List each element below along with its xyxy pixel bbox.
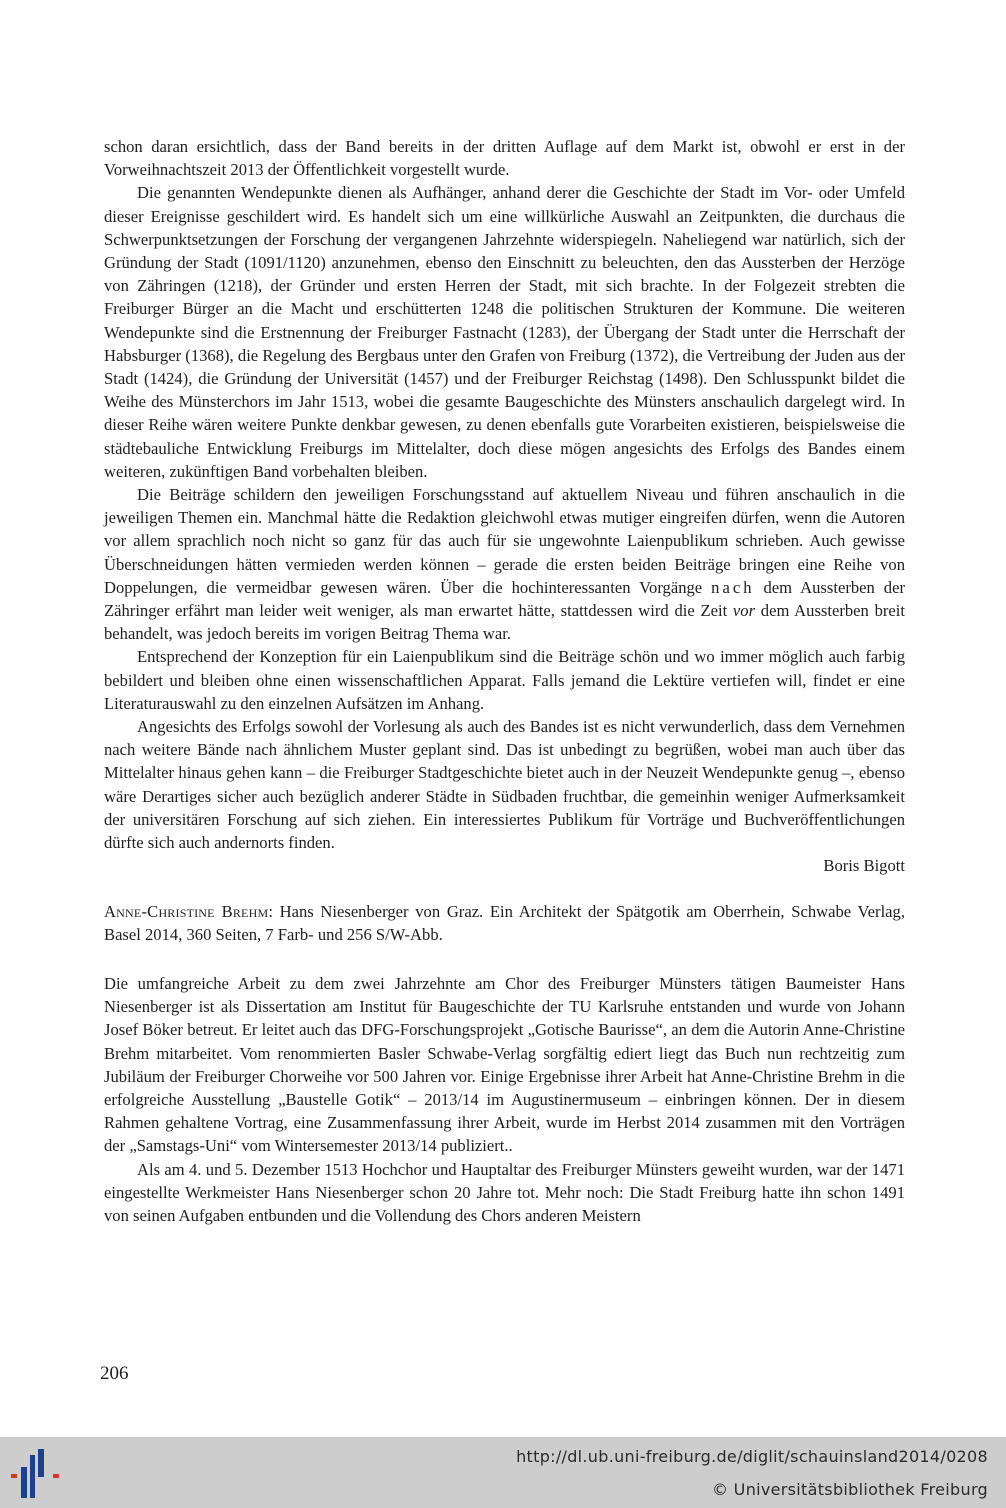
review-signature: Boris Bigott xyxy=(823,856,905,876)
paragraph-text: dem Aussterben breit behandelt, was jedoch bereits im vorigen Beitrag Thema war. xyxy=(104,601,905,644)
permalink-url[interactable]: http://dl.ub.uni-freiburg.de/diglit/schauinsland2014/0208 xyxy=(516,1447,988,1466)
paragraph xyxy=(104,483,905,645)
paragraph-text: dem Aussterben der Zähringer erfährt man leider weit weniger, als man erwartet hätte, stattdessen wird die Zeit xyxy=(104,577,905,621)
book-author: Anne-Christine Brehm xyxy=(104,901,269,921)
paragraph: Angesichts des Erfolgs sowohl der Vorlesung als auch des Bandes ist es nicht verwunderlich, dass dem Vernehmen nach weitere Bände nach ähnlichem Muster geplant sind. Das ist unbedingt zu begrüßen, wobei man auch über das Mittelalter hinaus gehen kann – die Freiburger Stadtgeschichte bietet auch in der Neuzeit Wendepunkte genug –, ebenso wäre Derartiges sicher auch bezüglich anderer Städte in Südbaden fruchtbar, die gemeinhin weniger Aufmerksamkeit der universitären Forschung auf sich ziehen. Ein interessiertes Publikum für Vorträge und Buchveröffentlichungen dürfte sich auch andernorts finden. xyxy=(104,717,905,853)
emphasized-word: nach xyxy=(711,577,755,597)
book-citation xyxy=(104,900,905,946)
footer-bar xyxy=(0,1437,1006,1508)
paragraph-text: Die Beiträge schildern den jeweiligen Forschungsstand auf aktuellem Niveau und führen anschaulich in die jeweiligen Themen ein. Manchmal hätte die Redaktion gleichwohl etwas mutiger eingreifen dürfen, wenn die Autoren vor allem sprachlich noch nicht so ganz für das auch für sie ungewohnte Laienpublikum schrieben. Auch gewisse Überschneidungen hätten vermieden werden können – gerade die ersten beiden Beiträge bringen eine Reihe von Doppelungen, die vermeidbar gewesen wären. Über die hochinteressanten Vorgänge xyxy=(104,485,905,597)
page-number: 206 xyxy=(100,1363,129,1384)
ub-freiburg-logo-icon xyxy=(10,1447,64,1499)
italic-word: vor xyxy=(732,601,756,621)
paragraph: schon daran ersichtlich, dass der Band bereits in der dritten Auflage auf dem Markt ist, obwohl er erst in der Vorweihnachtszeit 2013 der Öffentlichkeit vorgestellt wurde. xyxy=(104,137,905,180)
paragraph: Als am 4. und 5. Dezember 1513 Hochchor und Hauptaltar des Freiburger Münsters geweiht wurden, war der 1471 eingestellte Werkmeister Hans Niesenberger schon 20 Jahre tot. Mehr noch: Die Stadt Freiburg hatte ihn schon 1491 von seinen Aufgaben entbunden und die Vollendung des Chors anderen Meistern xyxy=(104,1159,905,1225)
book-title: : Hans Niesenberger von Graz. Ein Architekt der Spätgotik am Oberrhein, Schwabe Verlag, Basel 2014, 360 Seiten, 7 Farb- und 256 S/W-Abb. xyxy=(104,901,905,944)
paragraph: Entsprechend der Konzeption für ein Laienpublikum sind die Beiträge schön und wo immer möglich auch farbig bebildert und bleiben ohne einen wissenschaftlichen Apparat. Falls jemand die Lektüre vertiefen will, findet er eine Literaturauswahl zu den einzelnen Aufsätzen im Anhang. xyxy=(104,647,905,713)
copyright-notice: © Universitätsbibliothek Freiburg xyxy=(712,1480,988,1499)
page-body xyxy=(104,135,905,1227)
paragraph: Die umfangreiche Arbeit zu dem zwei Jahrzehnte am Chor des Freiburger Münsters tätigen Baumeister Hans Niesenberger ist als Dissertation am Institut für Baugeschichte der TU Karlsruhe entstanden und wurde von Johann Josef Böker betreut. Er leitet auch das DFG-Forschungsprojekt „Gotische Baurisse“, an dem die Autorin Anne-Christine Brehm mitarbeitet. Vom renommierten Basler Schwabe-Verlag sorgfältig ediert liegt das Buch nun rechtzeitig zum Jubiläum der Freiburger Chorweihe vor 500 Jahren vor. Einige Ergebnisse ihrer Arbeit hat Anne-Christine Brehm in die erfolgreiche Ausstellung „Baustelle Gotik“ – 2013/14 im Augustinermuseum – einbringen können. Der in diesem Rahmen gehaltene Vortrag, eine Zusammenfassung ihrer Arbeit, wurde im Herbst 2014 zusammen mit den Vorträgen der „Samstags-Uni“ vom Wintersemester 2013/14 publiziert.. xyxy=(104,973,905,1156)
paragraph: Die genannten Wendepunkte dienen als Aufhänger, anhand derer die Geschichte der Stadt im Vor- oder Umfeld dieser Ereignisse geschildert wird. Es handelt sich um eine willkürliche Auswahl an Zeitpunkten, die durchaus die Schwerpunktsetzungen der Forschung der vergangenen Jahrzehnte widerspiegeln. Naheliegend war natürlich, sich der Gründung der Stadt (1091/1120) anzunehmen, ebenso den Einschnitt zu beleuchten, den das Aussterben der Herzöge von Zähringen (1218), der Gründer und ersten Herren der Stadt, mit sich brachte. In der Folgezeit strebten die Freiburger Bürger an die Macht und erschütterten 1248 die politischen Strukturen der Kommune. Die weiteren Wendepunkte sind die Erstnennung der Freiburger Fastnacht (1283), der Übergang der Stadt unter die Herrschaft der Habsburger (1368), die Regelung des Bergbaus unter den Grafen von Freiburg (1372), die Vertreibung der Juden aus der Stadt (1424), die Gründung der Universität (1457) und der Freiburger Reichstag (1498). Den Schlusspunkt bildet die Weihe des Münsterchors im Jahr 1513, wobei die gesamte Baugeschichte des Münsters anschaulich dargelegt wird. In dieser Reihe wären weitere Punkte denkbar gewesen, zu denen ebenfalls gute Vorarbeiten existieren, beispielsweise die städtebauliche Entwicklung Freiburgs im Mittelalter, doch diese mögen angesichts des Erfolgs des Bandes einem weiteren, zukünftigen Band vorbehalten bleiben. xyxy=(104,183,905,481)
